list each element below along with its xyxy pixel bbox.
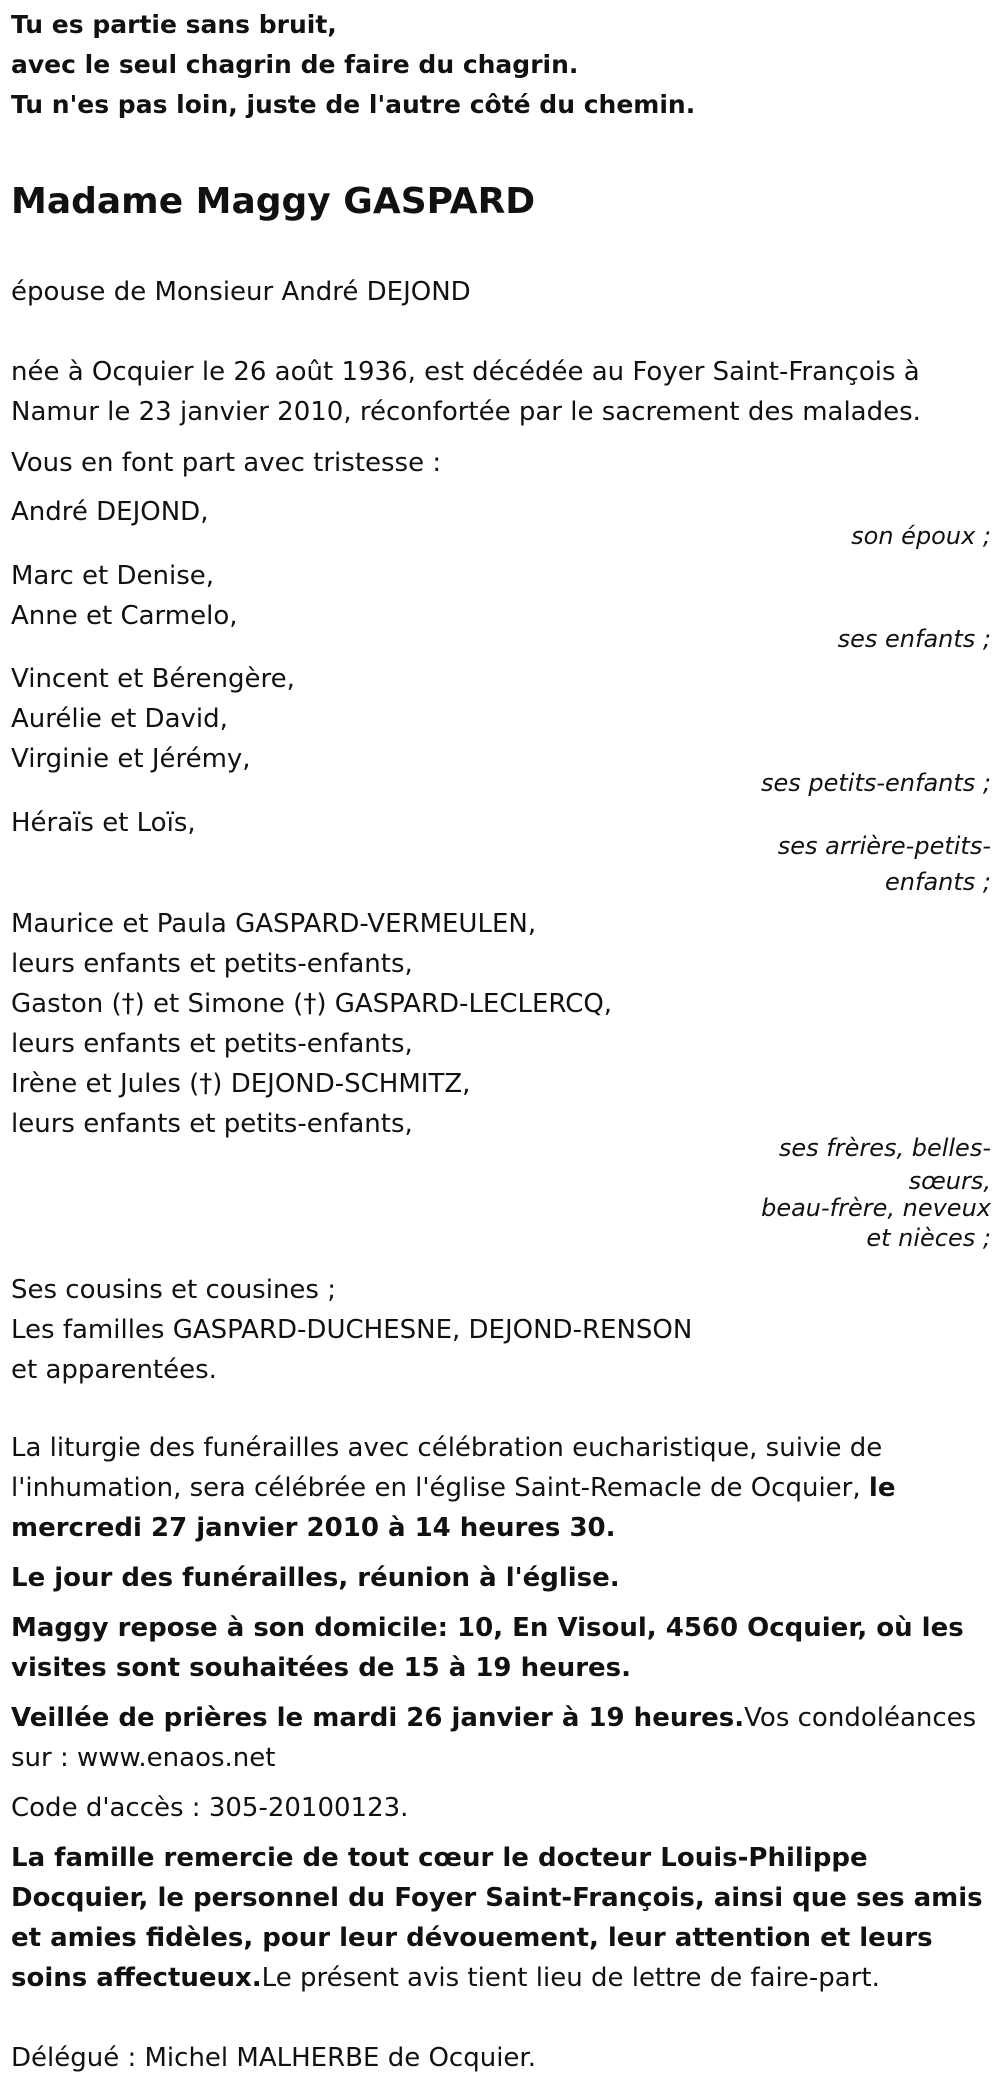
poem-line: avec le seul chagrin de faire du chagrin. — [11, 50, 579, 79]
poem-line: Tu es partie sans bruit, — [11, 10, 337, 39]
thanks-paragraph — [11, 1838, 986, 1998]
funeral-paragraph — [11, 1428, 986, 1548]
relation-line: beau-frère, neveux — [761, 1194, 991, 1222]
family-name: et apparentées. — [11, 1355, 217, 1385]
family-name: leurs enfants et petits-enfants, — [11, 1109, 413, 1139]
relation-line: sœurs, — [908, 1167, 991, 1195]
family-others — [11, 1270, 986, 1390]
relation-line: et nièces ; — [866, 1224, 991, 1252]
thanks-text: La famille remercie de tout cœur le docteur Louis-Philippe Docquier, le personnel du Foyer Saint-François, ainsi que ses amis et amies fidèles, pour leur dévouement, leur attention et leurs soins affectueux. — [11, 1843, 983, 1993]
family-names-grandchildren — [11, 659, 986, 779]
family-name: Les familles GASPARD-DUCHESNE, DEJOND-RENSON — [11, 1315, 693, 1345]
family-name: Héraïs et Loïs, — [11, 808, 196, 838]
family-names-siblings — [11, 904, 986, 1144]
condolence-info: Vos condoléances sur : www.enaos.net — [11, 1703, 977, 1773]
family-name: Irène et Jules (†) DEJOND-SCHMITZ, — [11, 1069, 471, 1099]
family-name: leurs enfants et petits-enfants, — [11, 1029, 413, 1059]
meeting-info: Le jour des funérailles, réunion à l'église. — [11, 1563, 620, 1593]
access-code: Code d'accès : 305-20100123. — [11, 1793, 409, 1823]
funeral-date: le mercredi 27 janvier 2010 à 14 heures 30. — [11, 1473, 896, 1543]
relation-line: enfants ; — [885, 868, 991, 896]
relation-children — [838, 621, 991, 657]
relation-line: son époux ; — [851, 522, 991, 550]
family-name: Aurélie et David, — [11, 704, 228, 734]
family-name: Marc et Denise, — [11, 561, 215, 591]
announce-intro: Vous en font part avec tristesse : — [11, 448, 442, 478]
relation-siblings — [761, 1131, 991, 1256]
family-name: Virginie et Jérémy, — [11, 744, 251, 774]
family-name: leurs enfants et petits-enfants, — [11, 949, 413, 979]
vigil-info: Veillée de prières le mardi 26 janvier à 19 heures. — [11, 1703, 745, 1733]
funeral-text: La liturgie des funérailles avec célébration eucharistique, suivie de l'inhumation, sera célébrée en l'église Saint-Remacle de Ocquier, — [11, 1433, 883, 1503]
relation-grandchildren — [761, 765, 991, 801]
relation-line: ses arrière-petits- — [777, 832, 991, 860]
relation-line: ses enfants ; — [837, 625, 991, 653]
relation-spouse — [851, 518, 991, 554]
family-name: André DEJOND, — [11, 497, 209, 527]
relation-great-grandchildren — [778, 828, 991, 900]
family-name: Anne et Carmelo, — [11, 601, 238, 631]
repose-info: Maggy repose à son domicile: 10, En Visoul, 4560 Ocquier, où les visites sont souhaitées de 15 à 19 heures. — [11, 1613, 964, 1683]
vigil-paragraph — [11, 1698, 986, 1778]
family-name: Maurice et Paula GASPARD-VERMEULEN, — [11, 909, 537, 939]
deceased-name: Madame Maggy GASPARD — [11, 181, 536, 222]
spouse-line: épouse de Monsieur André DEJOND — [11, 277, 471, 307]
notice-statement: Le présent avis tient lieu de lettre de faire-part. — [261, 1963, 880, 1993]
family-name: Vincent et Bérengère, — [11, 664, 295, 694]
family-names-spouse — [11, 492, 986, 532]
delegate: Délégué : Michel MALHERBE de Ocquier. — [11, 2043, 536, 2073]
poem — [11, 5, 695, 125]
relation-line: ses petits-enfants ; — [760, 769, 991, 797]
birth-death-text: née à Ocquier le 26 août 1936, est décédée au Foyer Saint-François à Namur le 23 janvier 2010, réconfortée par le sacrement des malades. — [11, 357, 921, 427]
family-name: Gaston (†) et Simone (†) GASPARD-LECLERCQ, — [11, 989, 613, 1019]
poem-line: Tu n'es pas loin, juste de l'autre côté du chemin. — [11, 90, 696, 119]
relation-line: ses frères, belles- — [778, 1134, 991, 1162]
family-name: Ses cousins et cousines ; — [11, 1275, 336, 1305]
